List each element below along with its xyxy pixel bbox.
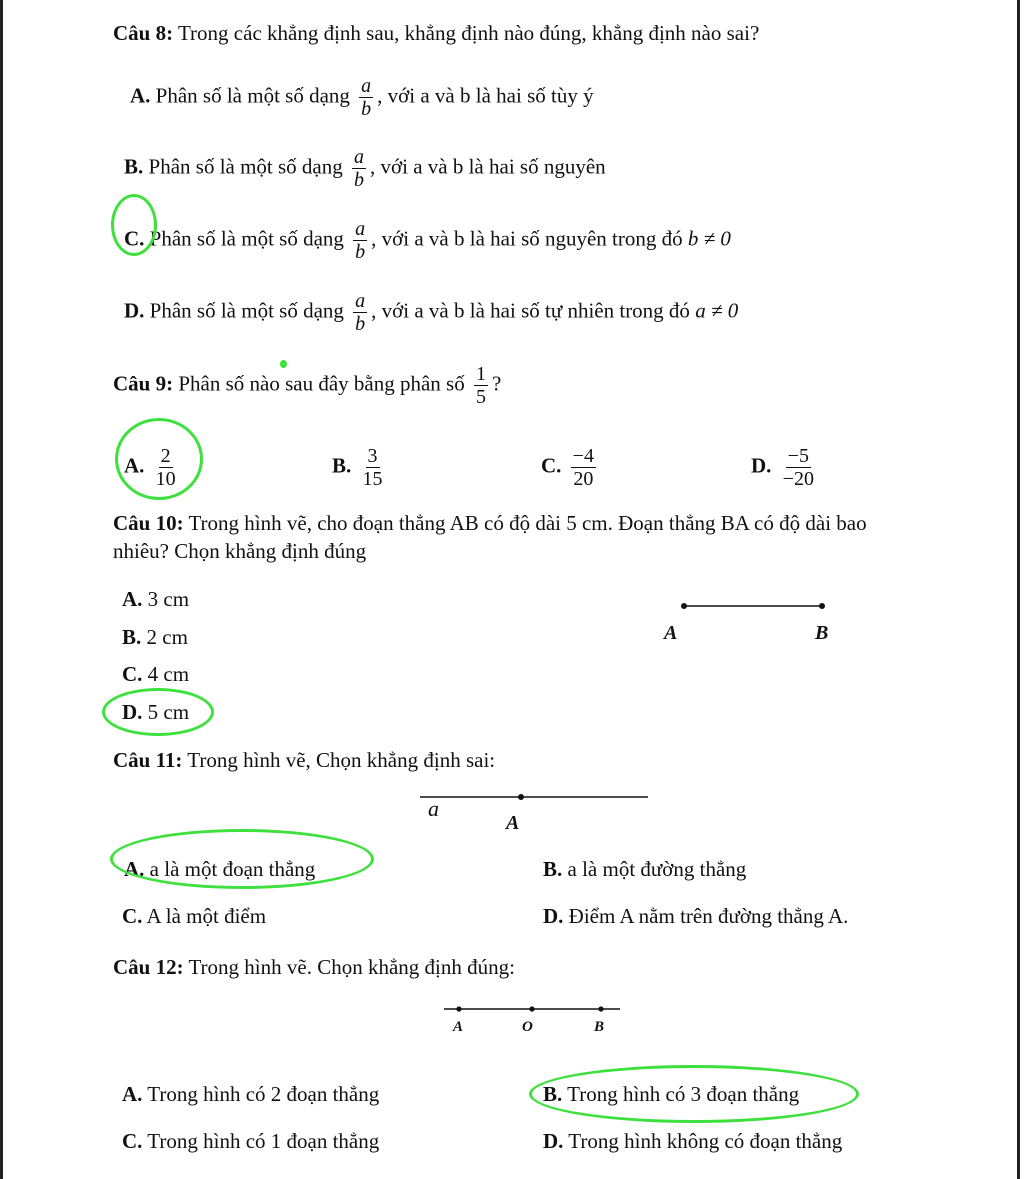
answer-circle-q12 [529,1065,859,1123]
left-border [0,0,3,1179]
fraction-a-over-b: $\frac{a}{b}$ [355,290,366,335]
q9-question: Câu 9: Phân số nào sau đây bằng phân số $\frac{1}{5}$ ? [113,363,502,408]
fraction-one-fifth: $\frac{1}{5}$ [475,363,486,408]
q11-question: Câu 11: Trong hình vẽ, Chọn khẳng định sai: [113,748,496,772]
fraction-a-over-b: $\frac{a}{b}$ [355,218,366,263]
answer-circle-q9 [115,418,203,500]
q8-option-d: D. Phân số là một số dạng $\frac{a}{b}$ , với a và b là hai số tự nhiên trong đó a ≠ 0 [124,290,739,335]
q12-option-b: B. Trong hình có 3 đoạn thẳng [543,1082,800,1106]
q10-option-d: D. 5 cm [122,700,190,724]
answer-circle-q8 [111,194,157,256]
answer-circle-q10 [102,688,214,736]
point-b-label: B [594,1019,605,1035]
point-a-label: A [506,812,520,834]
answer-circle-q11 [110,829,374,889]
segment-ab-figure [670,598,840,618]
point-a-dot [456,1006,461,1011]
point-a-label: A [453,1019,464,1035]
q11-option-d: D. Điểm A nằm trên đường thẳng A. [543,904,849,928]
point-b-dot [819,603,825,609]
q10-option-c: C. 4 cm [122,662,190,686]
q12-option-a: A. Trong hình có 2 đoạn thẳng [122,1082,380,1106]
q8-option-a: A. Phân số là một số dạng $\frac{a}{b}$ , với a và b là hai số tùy ý [130,75,594,120]
point-o-label: O [522,1019,533,1035]
point-o-dot [529,1006,534,1011]
q9-option-b: B. $\frac{3}{15}$ [332,445,383,490]
point-a-label: A [664,622,678,644]
q11-option-c: C. A là một điểm [122,904,267,928]
q9-option-d: D. $\frac{-5}{-20}$ [751,445,814,490]
point-b-label: B [815,622,829,644]
fraction-a-over-b: $\frac{a}{b}$ [361,75,372,120]
q10-option-a: A. 3 cm [122,587,190,611]
fraction-a-over-b: $\frac{a}{b}$ [354,146,365,191]
q9-option-a: A. $\frac{2}{10}$ [124,445,176,490]
q12-option-c: C. Trong hình có 1 đoạn thẳng [122,1129,380,1153]
q10-question-line2: nhiêu? Chọn khẳng định đúng [113,539,367,563]
q11-option-b: B. a là một đường thẳng [543,857,747,881]
q9-option-c: C. $\frac{-4}{20}$ [541,445,594,490]
line-a-label: a [428,796,439,821]
right-border [1017,0,1020,1179]
q12-question: Câu 12: Trong hình vẽ. Chọn khẳng định đúng: [113,955,515,979]
q10-question-line1: Câu 10: Trong hình vẽ, cho đoạn thẳng AB có độ dài 5 cm. Đoạn thẳng BA có độ dài bao [113,511,867,535]
q12-option-d: D. Trong hình không có đoạn thẳng [543,1129,843,1153]
q10-option-b: B. 2 cm [122,625,188,649]
point-a-dot [518,794,524,800]
points-aob-figure [444,1000,624,1020]
q8-option-b: B. Phân số là một số dạng $\frac{a}{b}$ , với a và b là hai số nguyên [124,146,606,191]
q11-option-a: A. a là một đoạn thẳng [124,857,316,881]
point-b-dot [598,1006,603,1011]
q8-option-c: C. Phân số là một số dạng $\frac{a}{b}$ , với a và b là hai số nguyên trong đó b ≠ 0 [124,218,731,263]
line-a-figure [420,788,650,808]
q8-question: Câu 8: Trong các khẳng định sau, khẳng định nào đúng, khẳng định nào sai? [113,21,760,45]
point-a-dot [681,603,687,609]
